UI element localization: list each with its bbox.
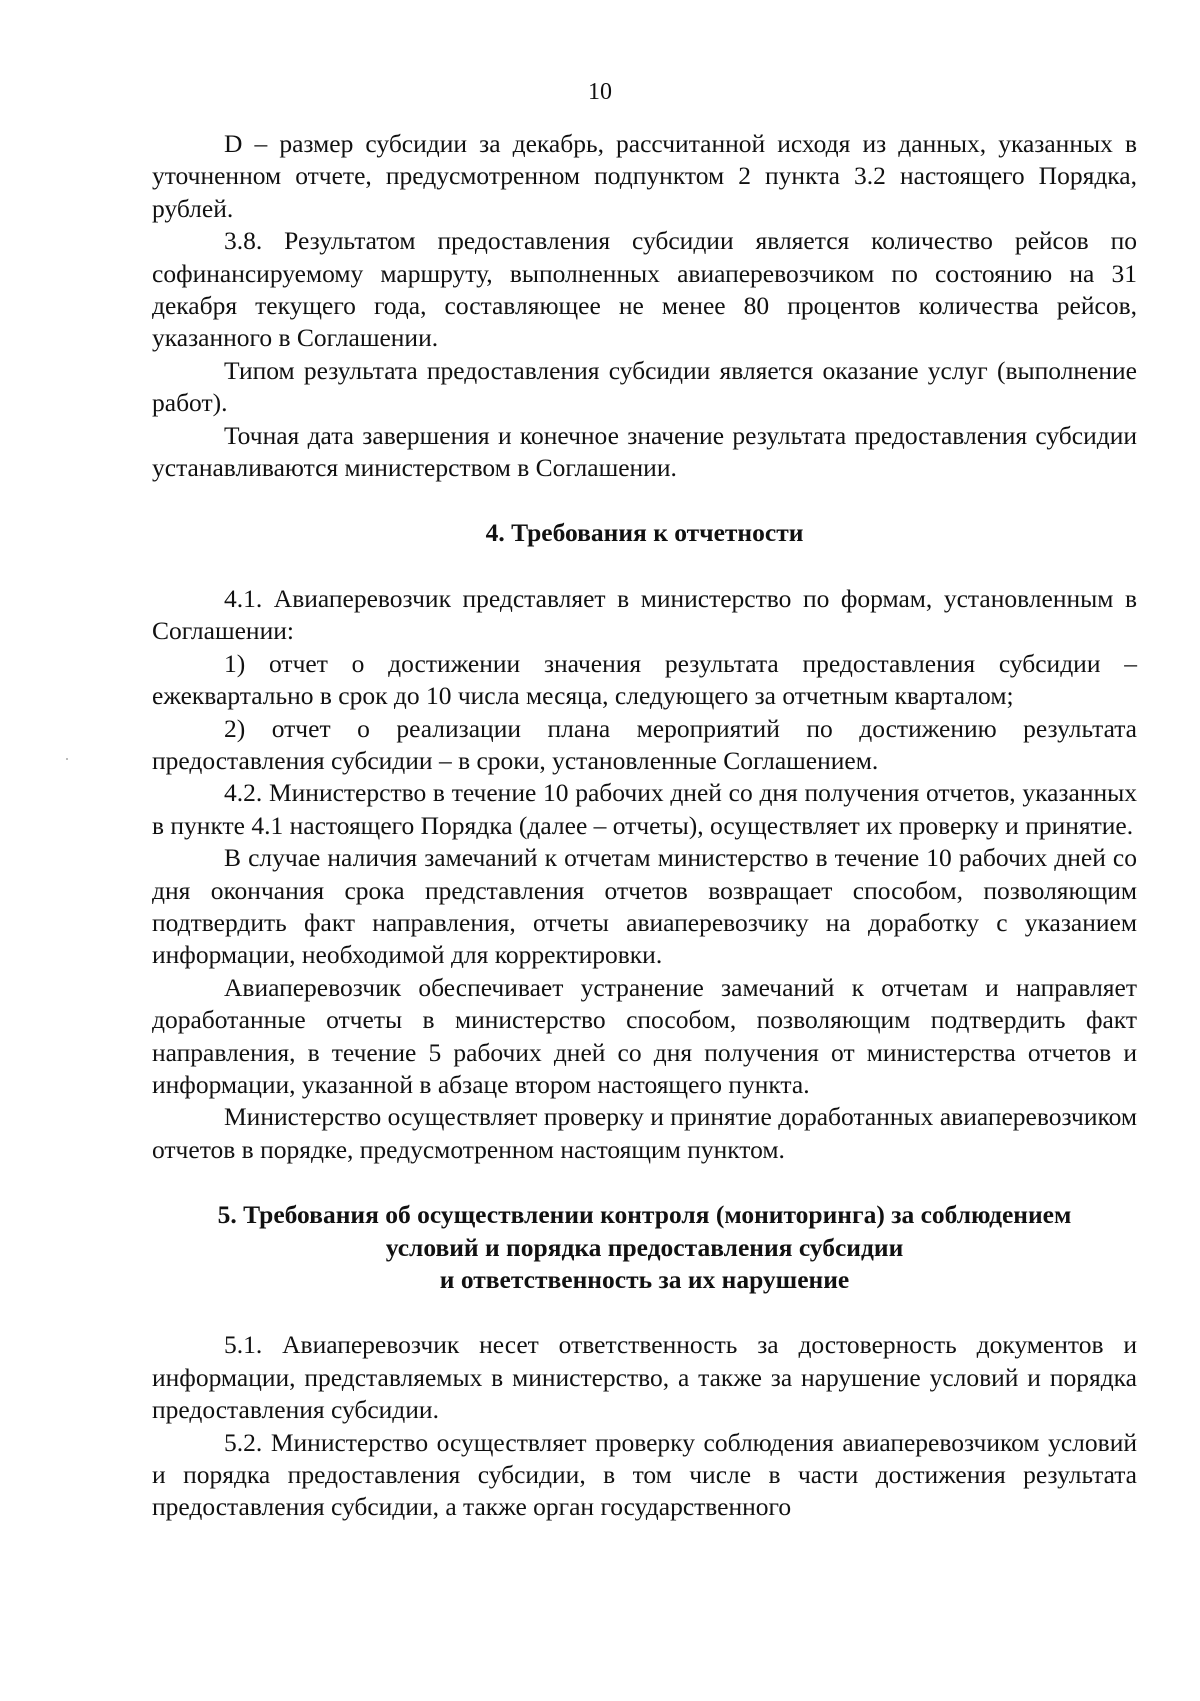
paragraph-4-2: 4.2. Министерство в течение 10 рабочих дней со дня получения отчетов, указанных в пункте 4.1 настоящего Порядка (далее – отчеты), осуществляет их проверку и принятие.: [152, 778, 1137, 840]
paragraph-5-1: 5.1. Авиаперевозчик несет ответственность за достоверность документов и информации, представляемых в министерство, а также за нарушение условий и порядка предоставления субсидии.: [152, 1330, 1137, 1425]
section-heading-5-line-1: 5. Требования об осуществлении контроля (мониторинга) за соблюдением: [217, 1200, 1072, 1230]
paragraph-4-2-correction: Авиаперевозчик обеспечивает устранение замечаний к отчетам и направляет доработанные отчеты в министерство способом, позволяющим подтвердить факт направления, в течение 5 рабочих дней со дня получения от министерства отчетов и информации, указанной в абзаце втором настоящего пункта.: [152, 972, 1137, 1099]
paragraph-4-2-remarks: В случае наличия замечаний к отчетам министерство в течение 10 рабочих дней со дня окончания срока представления отчетов возвращает способом, позволяющим подтвердить факт направления, отчеты авиаперевозчику на доработку с указанием информации, необходимой для корректировки.: [152, 843, 1137, 970]
document-body: [152, 128, 1137, 1524]
scan-speck: [66, 758, 68, 760]
paragraph-result-type: Типом результата предоставления субсидии является оказание услуг (выполнение работ).: [152, 355, 1137, 418]
page-number: 10: [588, 79, 612, 105]
paragraph-3-8: 3.8. Результатом предоставления субсидии является количество рейсов по софинансируемому маршруту, выполненных авиаперевозчиком по состоянию на 31 декабря текущего года, составляющее не менее 80 процентов количества рейсов, указанного в Соглашении.: [152, 226, 1137, 353]
paragraph-4-1-item-2: 2) отчет о реализации плана мероприятий по достижению результата предоставления субсидии – в сроки, установленные Соглашением.: [152, 713, 1137, 775]
paragraph-4-2-acceptance: Министерство осуществляет проверку и принятие доработанных авиаперевозчиком отчетов в порядке, предусмотренном настоящим пунктом.: [152, 1102, 1137, 1164]
paragraph-5-2: 5.2. Министерство осуществляет проверку соблюдения авиаперевозчиком условий и порядка предоставления субсидии, в том числе в части достижения результата предоставления субсидии, а также орган государственного: [152, 1427, 1137, 1522]
paragraph-result-date: Точная дата завершения и конечное значение результата предоставления субсидии устанавливаются министерством в Соглашении.: [152, 420, 1137, 483]
paragraph-4-1: 4.1. Авиаперевозчик представляет в министерство по формам, установленным в Соглашении:: [152, 583, 1137, 646]
section-heading-5-line-2: условий и порядка предоставления субсидии: [385, 1232, 904, 1262]
paragraph-d-definition: D – размер субсидии за декабрь, рассчитанной исходя из данных, указанных в уточненном отчете, предусмотренном подпунктом 2 пункта 3.2 настоящего Порядка, рублей.: [152, 129, 1137, 223]
paragraph-4-1-item-1: 1) отчет о достижении значения результата предоставления субсидии – ежеквартально в срок до 10 числа месяца, следующего за отчетным кварталом;: [152, 648, 1137, 711]
section-heading-5: [152, 1199, 1137, 1296]
section-heading-5-line-3: и ответственность за их нарушение: [439, 1265, 850, 1294]
section-heading-4: 4. Требования к отчетности: [485, 518, 804, 548]
